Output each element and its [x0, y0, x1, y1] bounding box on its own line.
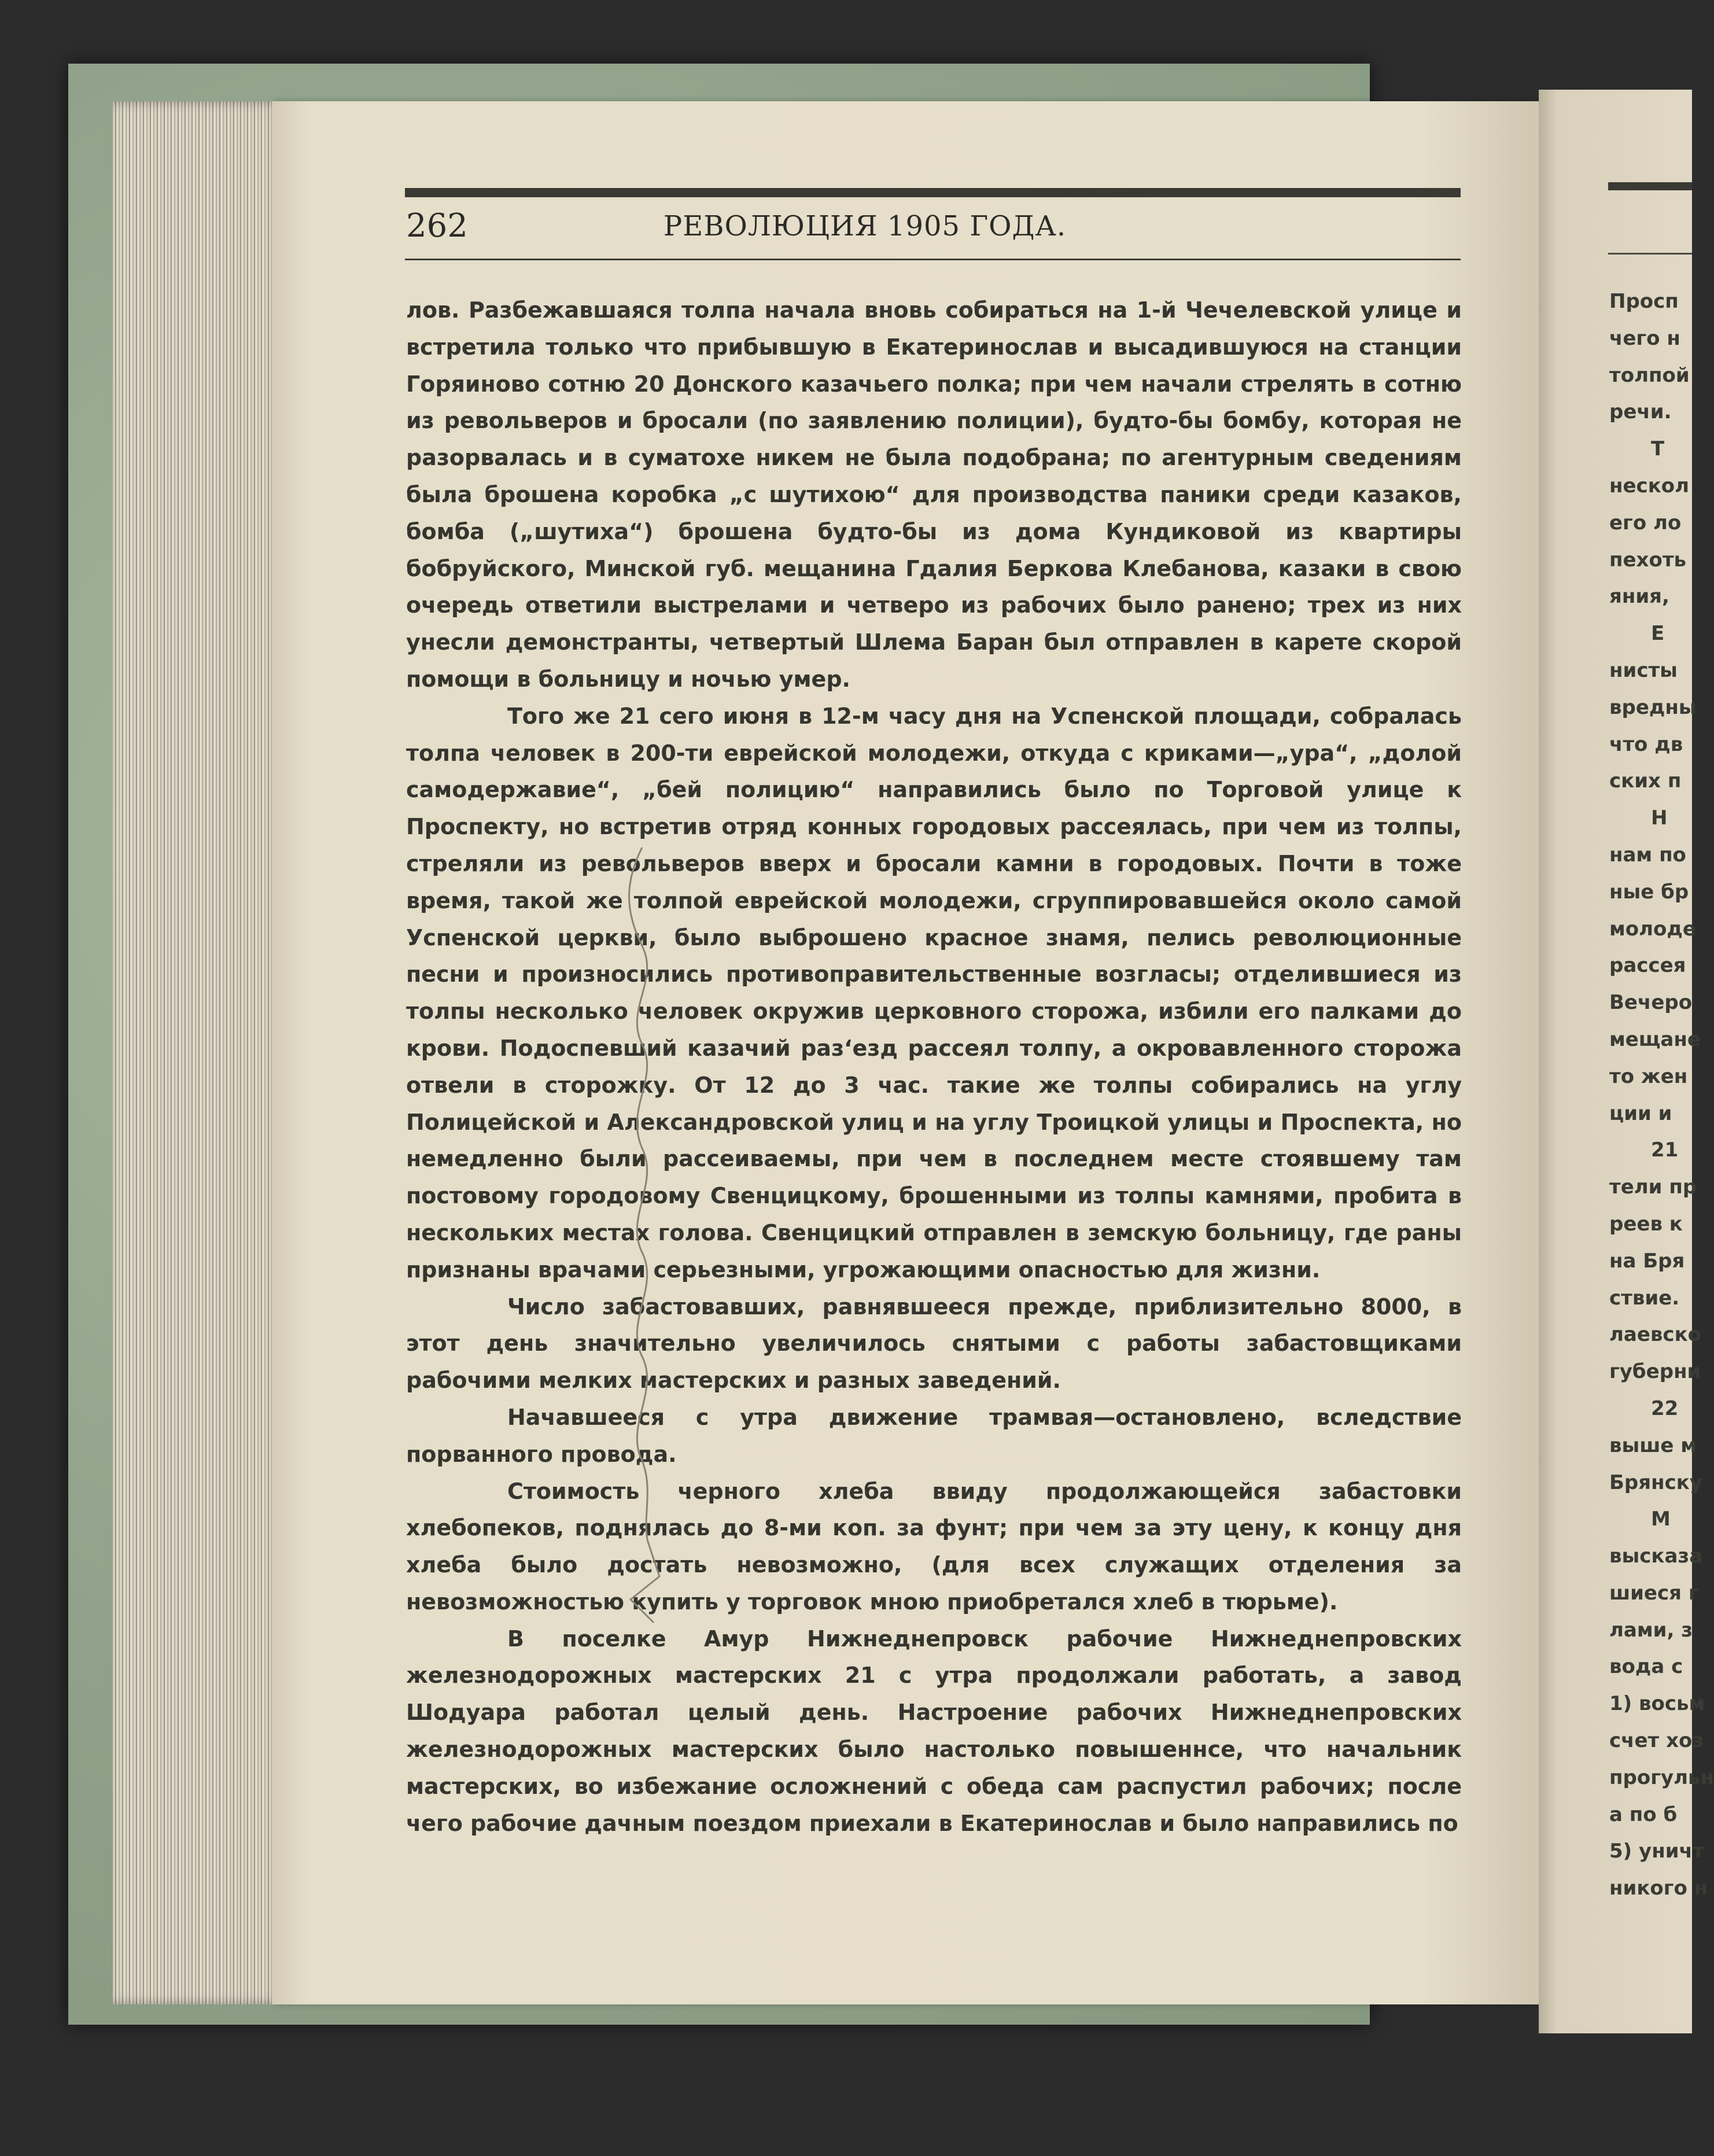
- line-fragment: реев к: [1609, 1212, 1683, 1236]
- line-fragment: Просп: [1609, 290, 1679, 313]
- line-fragment: толпой: [1609, 363, 1690, 387]
- line-fragment: вредны: [1609, 695, 1697, 719]
- line-fragment: М: [1651, 1508, 1671, 1531]
- paragraph: лов. Разбежавшаяся толпа начала вновь собираться на 1-й Чечелевской улице и встретила только что прибывшую в Екатеринослав и высадившуюся на станции Горяиново сотню 20 Донского казачьего полка; при чем начали стрелять в сотню из револьверов и бросали (по заявлению полиции), будто-бы бомбу, которая не разорвалась и в суматохе никем не была подобрана; по агентурным сведениям была брошена коробка „с шутихою“ для производства паники среди казаков, бомба („шутиха“) брошена будто-бы из дома Кундиковой из квартиры бобруйского, Минской губ. мещанина Гдалия Беркова Клебанова, казаки в свою очередь ответили выстрелами и четверо из рабочих было ранено; трех из них унесли демонстранты, четвертый Шлема Баран был отправлен в карете скорой помощи в больницу и ночью умер.: [406, 297, 1462, 692]
- line-fragment: Т: [1651, 437, 1665, 461]
- line-fragment: 1) восьм: [1609, 1692, 1705, 1716]
- line-fragment: шиеся г: [1609, 1581, 1699, 1605]
- line-fragment: ских п: [1609, 769, 1682, 793]
- pencil-margin-mark: [619, 847, 665, 1628]
- line-fragment: прогульн: [1609, 1766, 1714, 1789]
- line-fragment: молоде: [1609, 917, 1696, 941]
- line-fragment: речи.: [1609, 400, 1672, 424]
- left-page: [272, 101, 1545, 2004]
- line-fragment: лами, з: [1609, 1618, 1693, 1642]
- line-fragment: Е: [1651, 622, 1665, 646]
- page-number: 262: [406, 207, 468, 245]
- page-edges: [113, 101, 286, 2004]
- line-fragment: ции и: [1609, 1101, 1672, 1125]
- line-fragment: 22: [1651, 1396, 1679, 1420]
- running-head: РЕВОЛЮЦИЯ 1905 ГОДА.: [663, 210, 1067, 242]
- line-fragment: высказа: [1609, 1545, 1703, 1568]
- line-fragment: счет хоз: [1609, 1729, 1704, 1753]
- line-fragment: чего н: [1609, 326, 1680, 350]
- line-fragment: ствие.: [1609, 1286, 1680, 1310]
- line-fragment: то жен: [1609, 1064, 1688, 1088]
- line-fragment: нескол: [1609, 474, 1690, 497]
- top-rule: [405, 188, 1461, 197]
- line-fragment: нам по: [1609, 843, 1686, 867]
- line-fragment: 5) уничт: [1609, 1840, 1704, 1863]
- paragraph: Стоимость черного хлеба ввиду продолжающейся забастовки хлебопеков, поднялась до 8-ми коп. за фунт; при чем за эту цену, к концу дня хлеба было достать невозможно, (для всех служащих отделения за невозможностью купить у торговок мною приобретался хлеб в тюрьме).: [406, 1478, 1462, 1615]
- body-text: [406, 292, 1462, 1842]
- paragraph: Того же 21 сего июня в 12-м часу дня на Успенской площади, собралась толпа человек в 200-ти еврейской молодежи, откуда с криками—„ура“, „долой самодержавие“, „бей полицию“ направились было по Торговой улице к Проспекту, но встретив отряд конных городовых рассеялась, при чем из толпы, стреляли из револьверов вверх и бросали камни в городовых. Почти в тоже время, такой же толпой еврейской молодежи, сгруппировавшейся около самой Успенской церкви, было выброшено красное знамя, пелись революционные песни и произносились противоправительственные возгласы; отделившиеся из толпы несколько человек окружив церковного сторожа, избили его палками до крови. Подоспевший казачий раз‘езд рассеял толпу, а окровавленного сторожа отвели в сторожку. От 12 до 3 час. такие же толпы собирались на углу Полицейской и Александровской улиц и на углу Троицкой улицы и Проспекта, но немедленно были рассеиваемы, при чем в последнем месте стоявшему там постовому городовому Свенцицкому, брошенными из толпы камнями, пробита в нескольких местах голова. Свенцицкий отправлен в земскую больницу, где раны признаны врачами серьезными, угрожающими опасностью для жизни.: [406, 703, 1462, 1282]
- line-fragment: губерни: [1609, 1360, 1701, 1384]
- line-fragment: Брянску: [1609, 1470, 1702, 1494]
- line-fragment: никого н: [1609, 1877, 1708, 1900]
- line-fragment: а по б: [1609, 1803, 1678, 1826]
- line-fragment: что дв: [1609, 732, 1683, 756]
- paragraph: В поселке Амур Нижнеднепровск рабочие Нижнеднепровских железнодорожных мастерских 21 с утра продолжали работать, а завод Шодуара работал целый день. Настроение рабочих Нижнеднепровских железнодорожных мастерских было настолько повышеннсе, что начальник мастерских, во избежание осложнений с обеда сам распустил рабочих; после чего рабочие дачным поездом приехали в Екатеринослав и было направились по: [406, 1626, 1462, 1836]
- facing-page-text: [1609, 283, 1714, 1907]
- line-fragment: мещане: [1609, 1027, 1701, 1051]
- line-fragment: выше м: [1609, 1433, 1697, 1457]
- line-fragment: нисты: [1609, 658, 1678, 682]
- line-fragment: пехоть: [1609, 548, 1687, 572]
- paragraph: Число забастовавших, равнявшееся прежде, приблизительно 8000, в этот день значительно увеличилось снятыми с работы забастовщиками рабочими мелких мастерских и разных заведений.: [406, 1293, 1462, 1394]
- line-fragment: ные бр: [1609, 880, 1689, 904]
- right-page: [1539, 90, 1714, 2033]
- line-fragment: на Бря: [1609, 1249, 1685, 1273]
- right-top-rule: [1608, 182, 1692, 190]
- line-fragment: тели пр: [1609, 1175, 1697, 1199]
- line-fragment: яния,: [1609, 585, 1669, 609]
- right-header-rule: [1608, 253, 1692, 255]
- paragraph: Начавшееся с утра движение трамвая—остановлено, вследствие порванного провода.: [406, 1404, 1462, 1467]
- line-fragment: вода с: [1609, 1655, 1683, 1679]
- line-fragment: рассея: [1609, 954, 1686, 978]
- line-fragment: Вечеро: [1609, 991, 1693, 1015]
- line-fragment: его ло: [1609, 511, 1682, 535]
- header-rule: [405, 259, 1461, 260]
- line-fragment: Н: [1651, 806, 1668, 830]
- line-fragment: 21: [1651, 1138, 1679, 1162]
- line-fragment: лаевско: [1609, 1323, 1702, 1347]
